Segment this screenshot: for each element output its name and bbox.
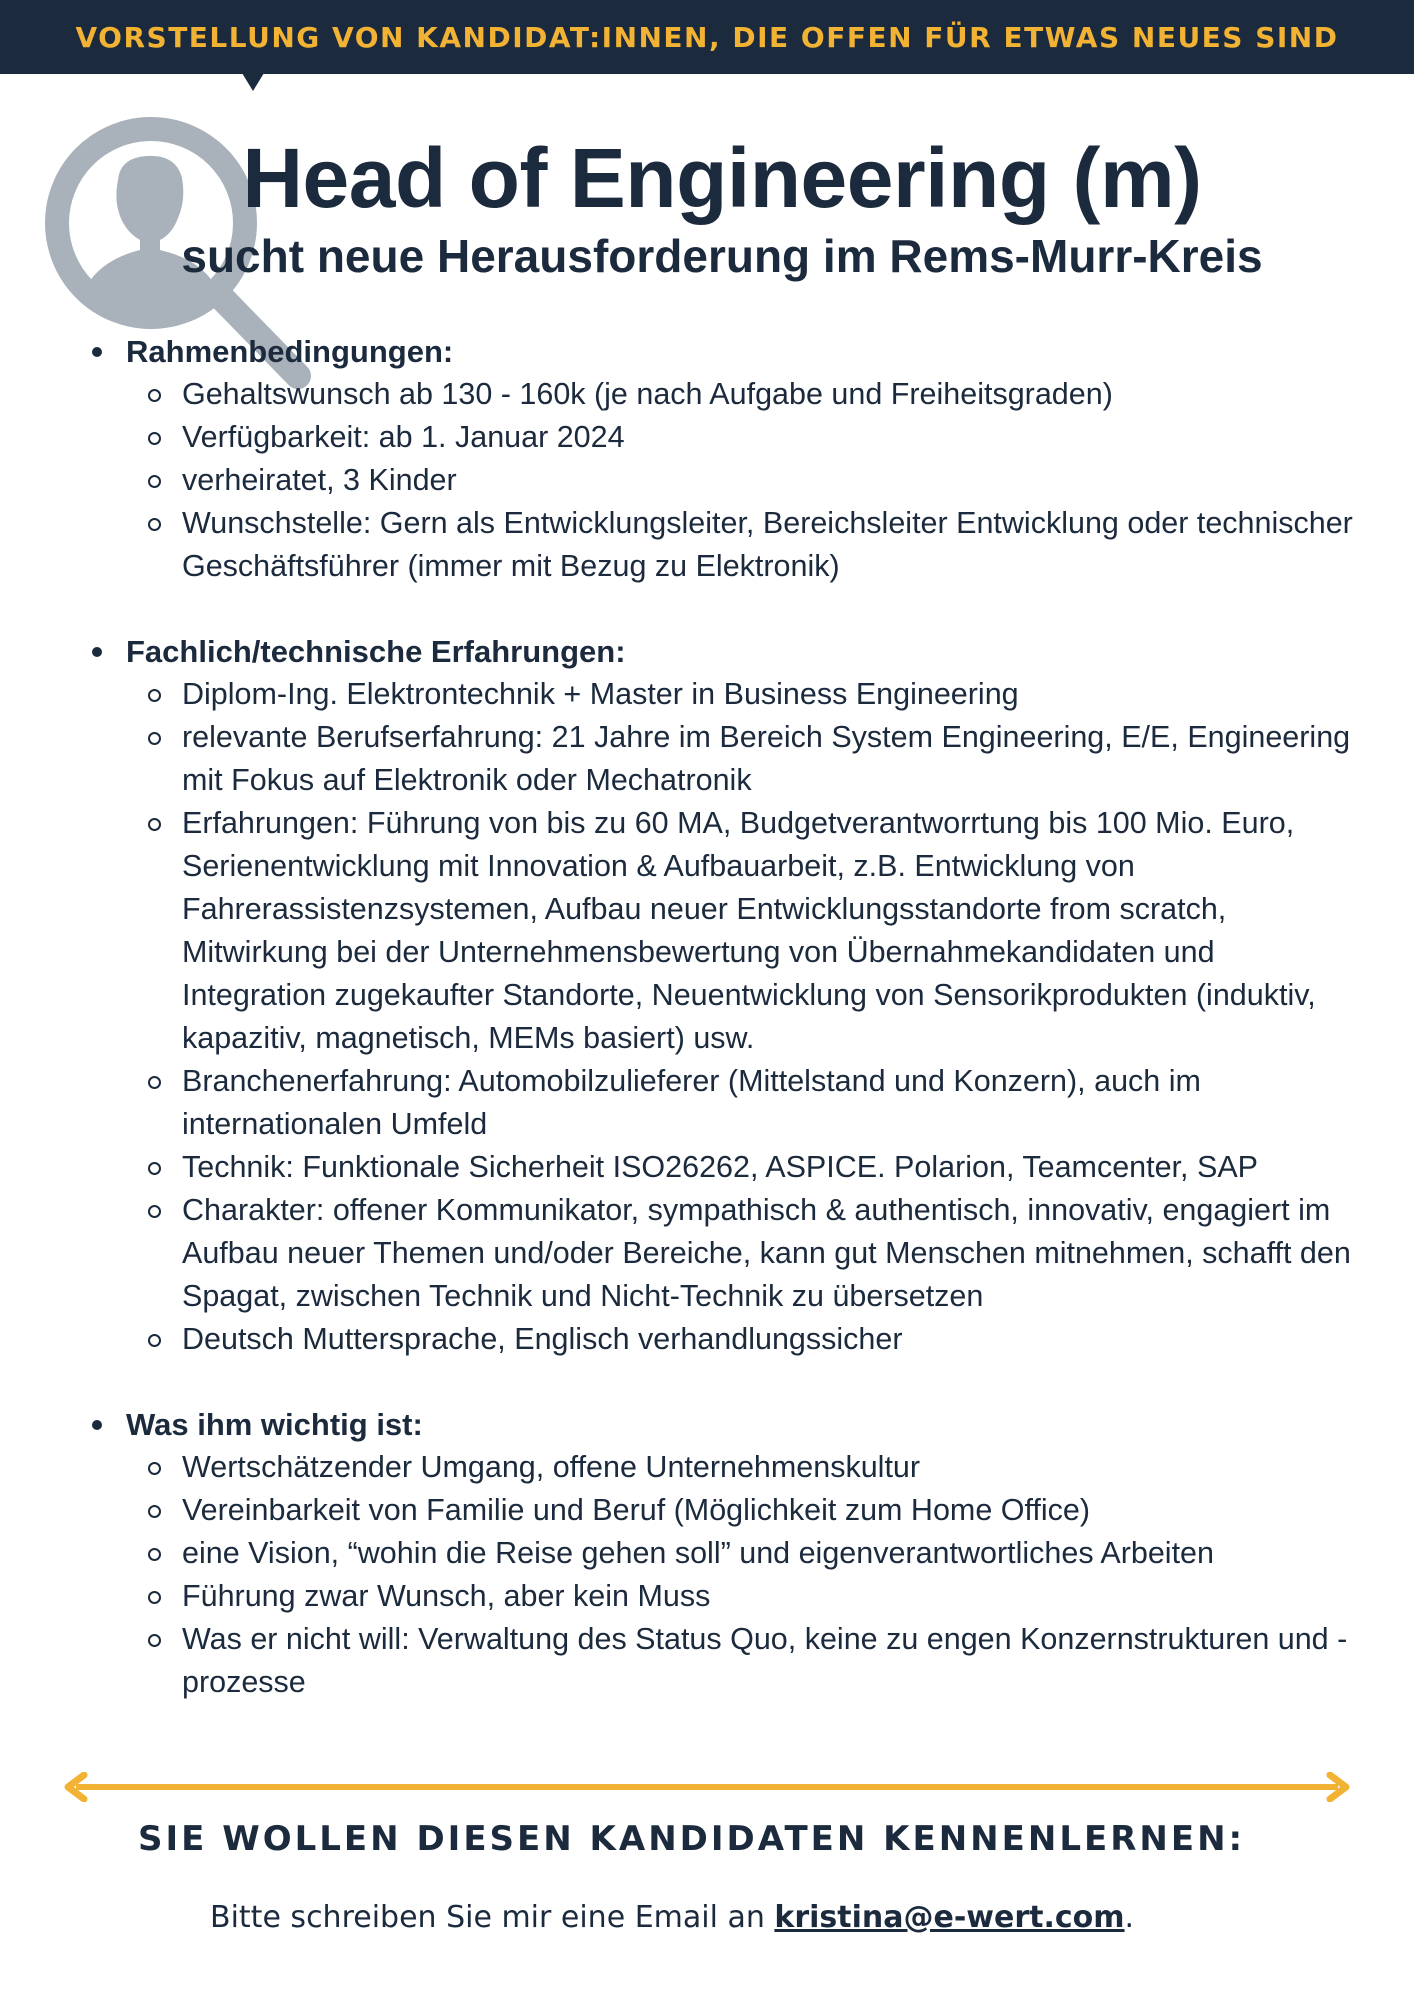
email-link[interactable]: kristina@e-wert.com	[774, 1900, 1125, 1935]
top-banner	[0, 0, 1414, 74]
list-item: Charakter: offener Kommunikator, sympathisch & authentisch, innovativ, engagiert im Aufbau neuer Themen und/oder Bereiche, kann gut Menschen mitnehmen, schafft den Spagat, zwischen Technik und Nicht-Technik zu übersetzen	[182, 1189, 1360, 1318]
list-item: Wertschätzender Umgang, offene Unternehmenskultur	[182, 1446, 1360, 1489]
section-heading: Was ihm wichtig ist:	[90, 1403, 1360, 1446]
contact-prefix: Bitte schreiben Sie mir eine Email an	[210, 1900, 775, 1935]
call-to-action-heading: SIE WOLLEN DIESEN KANDIDATEN KENNENLERNEN:	[138, 1819, 1246, 1859]
list-item: Erfahrungen: Führung von bis zu 60 MA, Budgetverantworrtung bis 100 Mio. Euro, Serienentwicklung mit Innovation & Aufbauarbeit, z.B. Entwicklung von Fahrerassistenzsystemen, Aufbau neuer Entwicklungsstandorte from scratch, Mitwirkung bei der Unternehmensbewertung von Übernahmekandidaten und Integration zugekaufter Standorte, Neuentwicklung von Sensorikprodukten (induktiv, kapazitiv, magnetisch, MEMs basiert) usw.	[182, 802, 1360, 1060]
section-heading: Rahmenbedingungen:	[90, 330, 1360, 373]
banner-text: VORSTELLUNG VON KANDIDAT:INNEN, DIE OFFEN FÜR ETWAS NEUES SIND	[75, 20, 1339, 54]
section-list	[90, 373, 1360, 588]
list-item: eine Vision, “wohin die Reise gehen soll” und eigenverantwortliches Arbeiten	[182, 1532, 1360, 1575]
list-item: Branchenerfahrung: Automobilzulieferer (Mittelstand und Konzern), auch im internationalen Umfeld	[182, 1060, 1360, 1146]
section-erfahrungen	[90, 630, 1360, 1361]
list-item: Was er nicht will: Verwaltung des Status Quo, keine zu engen Konzernstrukturen und -prozesse	[182, 1618, 1360, 1704]
section-list	[90, 1446, 1360, 1704]
contact-suffix: .	[1124, 1900, 1135, 1935]
section-wichtig	[90, 1403, 1360, 1704]
list-item: Deutsch Muttersprache, Englisch verhandlungssicher	[182, 1318, 1360, 1361]
page-subtitle: sucht neue Herausforderung im Rems-Murr-Kreis	[181, 230, 1263, 282]
section-list	[90, 673, 1360, 1361]
list-item: relevante Berufserfahrung: 21 Jahre im Bereich System Engineering, E/E, Engineering mit Fokus auf Elektronik oder Mechatronik	[182, 716, 1360, 802]
list-item: verheiratet, 3 Kinder	[182, 459, 1360, 502]
list-item: Verfügbarkeit: ab 1. Januar 2024	[182, 416, 1360, 459]
list-item: Gehaltswunsch ab 130 - 160k (je nach Aufgabe und Freiheitsgraden)	[182, 373, 1360, 416]
list-item: Technik: Funktionale Sicherheit ISO26262, ASPICE. Polarion, Teamcenter, SAP	[182, 1146, 1360, 1189]
list-item: Vereinbarkeit von Familie und Beruf (Möglichkeit zum Home Office)	[182, 1489, 1360, 1532]
banner-pointer	[242, 73, 264, 91]
page-title: Head of Engineering (m)	[242, 131, 1202, 225]
list-item: Wunschstelle: Gern als Entwicklungsleiter, Bereichsleiter Entwicklung oder technischer Geschäftsführer (immer mit Bezug zu Elektronik)	[182, 502, 1360, 588]
double-arrow-divider	[62, 1772, 1352, 1802]
profile-content	[90, 330, 1360, 1746]
list-item: Diplom-Ing. Elektrontechnik + Master in Business Engineering	[182, 673, 1360, 716]
section-heading: Fachlich/technische Erfahrungen:	[90, 630, 1360, 673]
contact-line	[210, 1895, 1310, 1941]
list-item: Führung zwar Wunsch, aber kein Muss	[182, 1575, 1360, 1618]
section-rahmenbedingungen	[90, 330, 1360, 588]
